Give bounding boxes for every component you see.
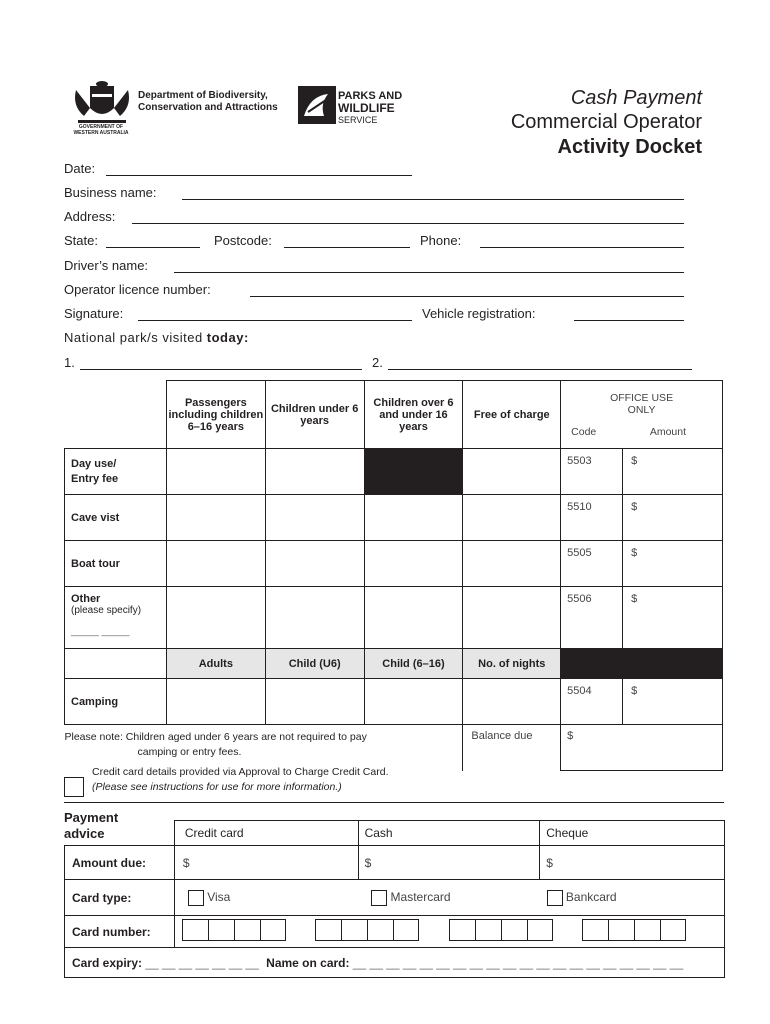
- row-label-boat-tour: Boat tour: [65, 541, 167, 587]
- mastercard-label: Mastercard: [390, 889, 451, 904]
- credit-card-approval-checkbox[interactable]: [64, 777, 84, 797]
- cell-input[interactable]: [364, 541, 463, 587]
- amount-due-cheque[interactable]: $: [540, 846, 725, 880]
- business-name-label: Business name:: [64, 185, 157, 200]
- other-text: Other: [71, 593, 101, 605]
- drivers-name-field[interactable]: [174, 272, 684, 273]
- amount-cell[interactable]: $: [623, 587, 723, 649]
- cell-input[interactable]: [166, 679, 265, 725]
- parks-wildlife-logo: [298, 86, 336, 124]
- office-use-label: OFFICE USE ONLY: [610, 391, 674, 416]
- dept-line-1: Department of Biodiversity,: [138, 90, 268, 101]
- cell-input[interactable]: [166, 587, 265, 649]
- park-1-label: 1.: [64, 355, 75, 370]
- cell-input[interactable]: [166, 541, 265, 587]
- activity-table: [64, 380, 723, 771]
- col-free-of-charge: Free of charge: [463, 381, 561, 449]
- card-number-group-2[interactable]: [315, 919, 419, 941]
- col-adults: Adults: [166, 649, 265, 679]
- table-row-other: [65, 587, 723, 649]
- header-empty: [65, 381, 167, 449]
- payment-header-empty: [65, 821, 175, 846]
- cell-input[interactable]: [364, 587, 463, 649]
- date-label: Date:: [64, 161, 96, 176]
- balance-due-label: Balance due: [463, 725, 561, 771]
- row-label-cave-visit: Cave vist: [65, 495, 167, 541]
- parks-visited-heading: [64, 330, 249, 345]
- note-line-1: Please note: Children aged under 6 years are not required to pay: [64, 731, 367, 743]
- cell-input[interactable]: [265, 495, 364, 541]
- table-row-camping: [65, 679, 723, 725]
- address-field[interactable]: [132, 223, 684, 224]
- card-number-group-3[interactable]: [449, 919, 553, 941]
- signature-label: Signature:: [64, 306, 124, 321]
- office-use-header: [561, 381, 723, 449]
- table-row-cave-visit: [65, 495, 723, 541]
- col-credit-card: Credit card: [174, 821, 358, 846]
- col-no-of-nights: No. of nights: [463, 649, 561, 679]
- bankcard-checkbox[interactable]: [547, 890, 563, 906]
- row-label-camping: Camping: [65, 679, 167, 725]
- visa-label: Visa: [207, 889, 231, 904]
- licence-field[interactable]: [250, 296, 684, 297]
- card-expiry-label: Card expiry:: [72, 955, 143, 970]
- parks-wildlife-icon: [298, 86, 336, 124]
- business-name-field[interactable]: [182, 199, 684, 200]
- park-2-field[interactable]: [388, 369, 692, 370]
- code-5510: 5510: [561, 495, 623, 541]
- vehicle-registration-label: Vehicle registration:: [422, 306, 536, 321]
- cell-input[interactable]: [463, 679, 561, 725]
- signature-field[interactable]: [138, 320, 412, 321]
- cell-input[interactable]: [364, 679, 463, 725]
- dept-name: [138, 90, 278, 114]
- credit-card-note: [92, 765, 388, 795]
- visa-checkbox[interactable]: [188, 890, 204, 906]
- cell-input[interactable]: [463, 495, 561, 541]
- title-commercial-operator: Commercial Operator: [510, 111, 702, 133]
- amount-cell[interactable]: $: [623, 679, 723, 725]
- dept-line-2: Conservation and Attractions: [138, 102, 278, 113]
- card-number-boxes: [174, 916, 724, 948]
- name-on-card-label: Name on card:: [266, 955, 350, 970]
- amount-cell[interactable]: $: [623, 495, 723, 541]
- card-expiry-field[interactable]: __ __ __ __ __ __ __: [145, 955, 259, 970]
- postcode-field[interactable]: [284, 247, 410, 248]
- col-child-u6: Child (U6): [265, 649, 364, 679]
- park-2-label: 2.: [372, 355, 383, 370]
- camping-header-row: [65, 649, 723, 679]
- day-use-text: Day use/ Entry fee: [71, 457, 119, 485]
- please-specify-text: (please specify): [71, 605, 142, 616]
- code-5504: 5504: [561, 679, 623, 725]
- title-activity-docket: Activity Docket: [557, 136, 702, 158]
- row-label-day-use: [65, 449, 167, 495]
- parks-visited-today: today:: [206, 330, 249, 345]
- col-children-over-6: Children over 6 and under 16 years: [364, 381, 463, 449]
- code-5505: 5505: [561, 541, 623, 587]
- specify-blank[interactable]: _____ _____: [71, 626, 130, 637]
- card-type-options: [174, 880, 724, 916]
- code-5503: 5503: [561, 449, 623, 495]
- cell-input[interactable]: [265, 587, 364, 649]
- drivers-name-label: Driver’s name:: [64, 258, 149, 273]
- amount-due-cash[interactable]: $: [358, 846, 540, 880]
- gov-caption: GOVERNMENT OF WESTERN AUSTRALIA: [73, 124, 129, 136]
- col-children-under-6: Children under 6 years: [265, 381, 364, 449]
- phone-label: Phone:: [420, 233, 462, 248]
- cell-input[interactable]: [463, 587, 561, 649]
- row-label-other: [65, 587, 167, 649]
- card-expiry-row: [65, 948, 725, 978]
- payment-title-line-2: advice: [64, 826, 105, 841]
- table-row-day-use: [65, 449, 723, 495]
- col-cash: Cash: [358, 821, 540, 846]
- pw-line-3: SERVICE: [338, 115, 378, 125]
- note-cell: [65, 725, 463, 771]
- licence-label: Operator licence number:: [64, 282, 211, 297]
- amount-due-label: Amount due:: [65, 846, 175, 880]
- card-type-label: Card type:: [65, 880, 175, 916]
- pw-line-1: PARKS AND: [338, 90, 403, 102]
- col-child-6-16: Child (6–16): [364, 649, 463, 679]
- amount-label: Amount: [649, 425, 686, 438]
- balance-row: [65, 725, 723, 771]
- state-label: State:: [64, 233, 98, 248]
- payment-title-line-1: Payment: [64, 810, 119, 825]
- card-number-group-1[interactable]: [182, 919, 286, 941]
- camping-header-empty: [65, 649, 167, 679]
- note-line-2: camping or entry fees.: [137, 746, 242, 758]
- bankcard-label: Bankcard: [565, 889, 617, 904]
- credit-note-line-1: Credit card details provided via Approval to Charge Credit Card.: [92, 766, 389, 778]
- page-title: [511, 86, 702, 160]
- cell-input[interactable]: [463, 541, 561, 587]
- code-label: Code: [571, 425, 597, 438]
- card-number-label: Card number:: [65, 916, 175, 948]
- postcode-label: Postcode:: [214, 233, 272, 248]
- balance-due-amount[interactable]: $: [561, 725, 723, 771]
- cell-input[interactable]: [265, 679, 364, 725]
- vehicle-registration-field[interactable]: [574, 320, 684, 321]
- park-1-field[interactable]: [80, 369, 362, 370]
- card-number-group-4[interactable]: [582, 919, 686, 941]
- divider: [64, 802, 724, 803]
- parks-visited-text: National park/s visited: [64, 330, 207, 345]
- address-label: Address:: [64, 209, 116, 224]
- state-field[interactable]: [106, 247, 200, 248]
- col-cheque: Cheque: [540, 821, 725, 846]
- amount-due-credit[interactable]: $: [174, 846, 358, 880]
- table-row-boat-tour: [65, 541, 723, 587]
- cell-blocked: [364, 449, 463, 495]
- col-passengers: Passengers including children 6–16 years: [166, 381, 265, 449]
- title-cash-payment: Cash Payment: [570, 87, 702, 109]
- pw-line-2: WILDLIFE: [338, 101, 395, 115]
- phone-field[interactable]: [480, 247, 684, 248]
- cell-input[interactable]: [265, 541, 364, 587]
- mastercard-checkbox[interactable]: [371, 890, 387, 906]
- cell-input[interactable]: [265, 449, 364, 495]
- name-on-card-field[interactable]: __ __ __ __ __ __ __ __ __ __ __ __ __ __ __ __ __ __ __ __: [352, 955, 684, 970]
- cell-input[interactable]: [166, 449, 265, 495]
- amount-cell[interactable]: $: [623, 541, 723, 587]
- amount-cell[interactable]: $: [623, 449, 723, 495]
- payment-table: [64, 820, 725, 978]
- credit-note-line-2: (Please see instructions for use for more information.): [92, 781, 342, 793]
- cell-input[interactable]: [364, 495, 463, 541]
- cell-input[interactable]: [166, 495, 265, 541]
- code-5506: 5506: [561, 587, 623, 649]
- cell-input[interactable]: [463, 449, 561, 495]
- camping-header-blocked: [561, 649, 723, 679]
- date-field[interactable]: [106, 175, 412, 176]
- parks-wildlife-text: [338, 90, 402, 126]
